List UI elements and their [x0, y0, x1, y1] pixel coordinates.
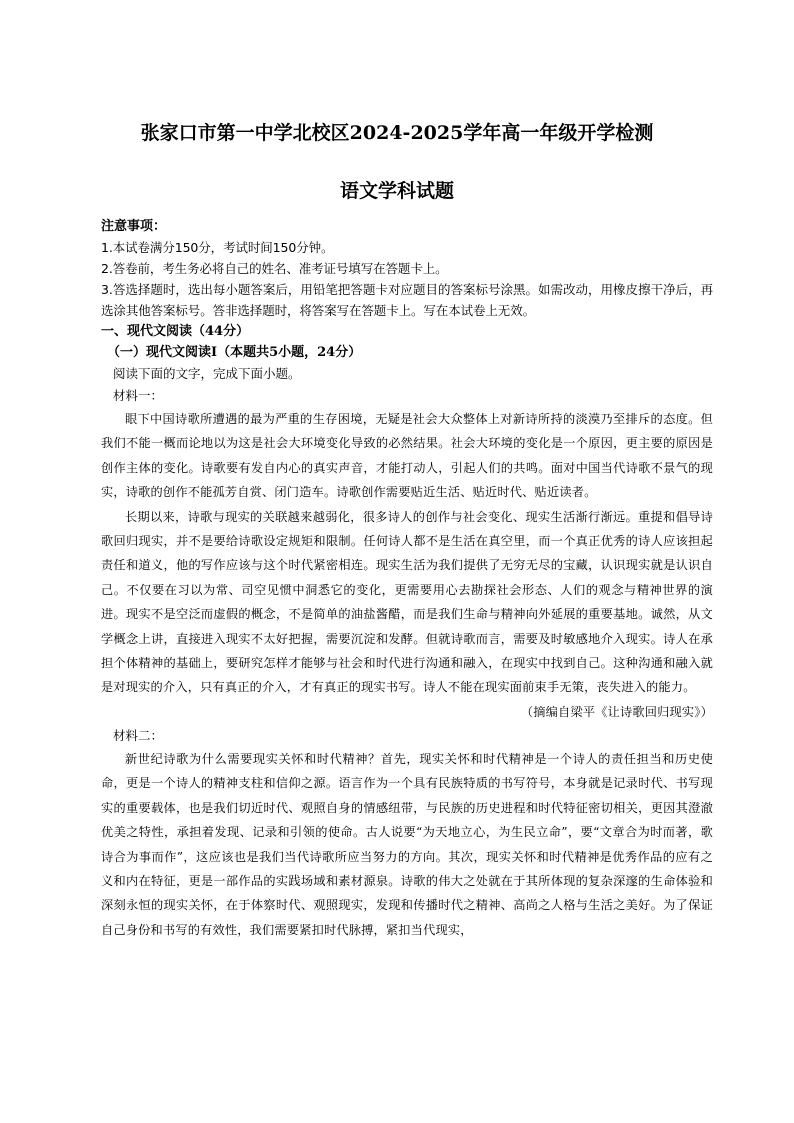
- material-two-label: 材料二：: [113, 727, 164, 743]
- material-one-source: （摘编自梁平《让诗歌回归现实》）: [520, 704, 713, 719]
- notice-item: 2.答卷前，考生务必将自己的姓名、准考证号填写在答题卡上。: [101, 261, 448, 276]
- notice-item: 1.本试卷满分150分，考试时间150分钟。: [101, 240, 334, 255]
- exam-subtitle: 语文学科试题: [339, 180, 454, 202]
- notice-item: 3.答选择题时，选出每小题答案后，用铅笔把答题卡对应题目的答案标号涂黑。如需改动，用橡皮擦干净后，再选涂其他答案标号。答非选择题时，将答案写在答题卡上。写在本试卷上无效。: [101, 282, 713, 318]
- exam-title: 张家口市第一中学北校区2024-2025学年高一年级开学检测: [140, 122, 654, 144]
- material-one-paragraph: 眼下中国诗歌所遭遇的最为严重的生存困境，无疑是社会大众整体上对新诗所持的淡漠乃至排斥的态度。但我们不能一概而论地以为这是社会大环境变化导致的必然结果。社会大环境的变化是一个原因，更主要的原因是创作主体的变化。诗歌要有发自内心的真实声音，才能打动人，引起人们的共鸣。面对中国当代诗歌不景气的现实，诗歌的创作不能孤芳自赏、闭门造车。诗歌创作需要贴近生活、贴近时代、贴近读者。: [101, 412, 713, 500]
- section-heading: 一、现代文阅读（44分）: [101, 324, 250, 339]
- reading-instruction: 阅读下面的文字，完成下面小题。: [113, 366, 301, 381]
- subsection-heading: （一）现代文阅读Ⅰ（本题共5小题，24分）: [107, 345, 362, 360]
- material-two-paragraph: 新世纪诗歌为什么需要现实关怀和时代精神？首先，现实关怀和时代精神是一个诗人的责任担当和历史使命，更是一个诗人的精神支柱和信仰之源。语言作为一个具有民族特质的书写符号，本身就是记录时代、书写现实的重要载体，也是我们切近时代、观照自身的情感纽带，与民族的历史进程和时代特征密切相关，更因其澄澈优美之特性，承担着发现、记录和引领的使命。古人说要“为天地立心，为生民立命”，要“文章合为时而著，歌诗合为事而作”，这应该也是我们当代诗歌所应当努力的方向。其次，现实关怀和时代精神是优秀作品的应有之义和内在特征，更是一部作品的实践场域和素材源泉。诗歌的伟大之处就在于其所体现的复杂深邃的生命体验和深刻永恒的现实关怀，在于体察时代、观照现实，发现和传播时代之精神、高尚之人格与生活之美好。为了保证自己身份和书写的有效性，我们需要紧扣时代脉搏，紧扣当代现实，: [101, 751, 713, 937]
- notice-heading: 注意事项：: [101, 219, 167, 234]
- material-one-label: 材料一：: [113, 388, 164, 403]
- exam-content: [101, 216, 713, 942]
- material-one-paragraph: 长期以来，诗歌与现实的关联越来越弱化，很多诗人的创作与社会变化、现实生活渐行渐远。重提和倡导诗歌回归现实，并不是要给诗歌设定规矩和限制。任何诗人都不是生活在真空里，而一个真正优秀的诗人应该担起责任和道义，他的写作应该与这个时代紧密相连。现实生活为我们提供了无穷无尽的宝藏，认识现实就是认识自己。不仅要在习以为常、司空见惯中洞悉它的变化，更需要用心去勘探社会形态、人们的观念与精神世界的演进。现实不是空泛而虚假的概念，不是简单的油盐酱醋，而是我们生命与精神向外延展的重要基地。诚然，从文学概念上讲，直接进入现实不太好把握，需要沉淀和发酵。但就诗歌而言，需要及时敏感地介入现实。诗人在承担个体精神的基础上，要研究怎样才能够与社会和时代进行沟通和融入，在现实中找到自己。这种沟通和融入就是对现实的介入，只有真正的介入，才有真正的现实书写。诗人不能在现实面前束手无策，丧失进入的能力。: [101, 509, 713, 695]
